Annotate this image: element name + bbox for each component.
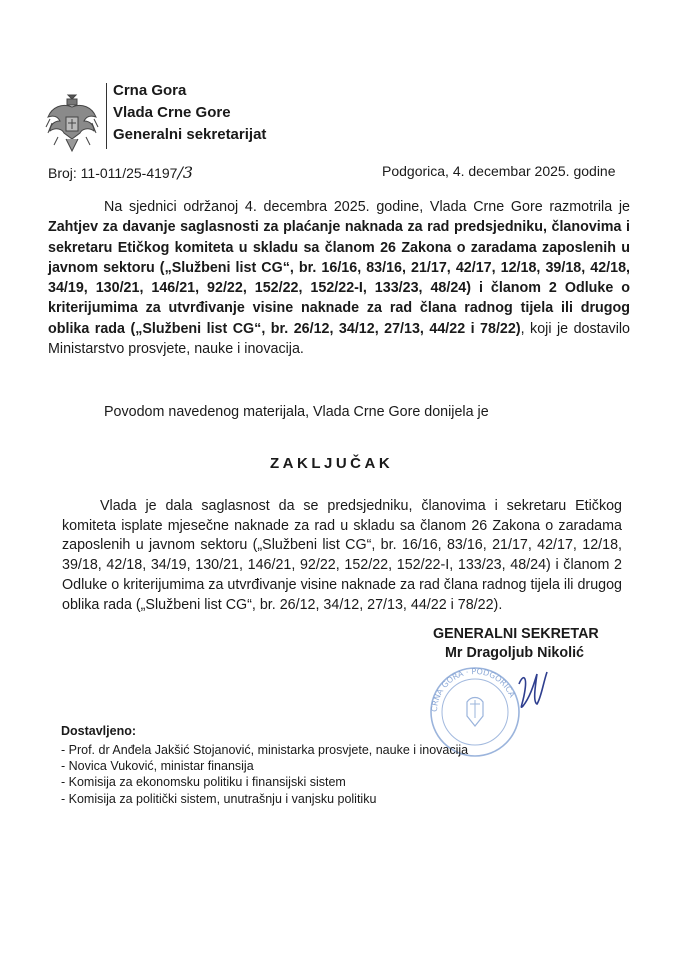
conclusion-heading: ZAKLJUČAK — [270, 455, 394, 472]
reference-number — [48, 163, 193, 182]
request-title: Zahtjev za davanje saglasnosti za plaćanje naknada za rad predsjedniku, članovima i sekretaru Etičkog komiteta u skladu sa članom 26 Zakona o zaradama zaposlenih u javnom sektoru („Službeni list CG“, br. 16/16, 83/16, 21/17, 42/17, 12/18, 39/18, 42/18, 34/19, 130/21, 146/21, 92/22, 152/22, 152/22-I, 133/23, 48/24) i članom 2 Odluke o kriterijumima za utvrđivanje visine naknade za rad člana radnog tijela ili drugog oblika rada („Službeni list CG“, br. 26/12, 34/12, 27/13, 44/22 i 78/22) — [48, 219, 630, 337]
place-date: Podgorica, 4. decembar 2025. godine — [382, 163, 616, 179]
issuer-header — [113, 80, 266, 146]
signature-scribble — [519, 672, 547, 707]
coat-of-arms-icon — [44, 93, 100, 155]
country-name: Crna Gora — [113, 82, 187, 99]
list-item: - Komisija za politički sistem, unutrašnju i vanjsku politiku — [61, 791, 377, 806]
government-name: Vlada Crne Gore — [113, 104, 231, 121]
secretariat-name: Generalni sekretarijat — [113, 126, 267, 143]
paragraph-intro — [48, 197, 630, 359]
conclusion-text: Vlada je dala saglasnost da se predsjedniku, članovima i sekretaru Etičkog komiteta isplate mjesečne naknade za rad u skladu sa članom 26 Zakona o zaradama zaposlenih u javnom sektoru („Službeni list CG“, br. 16/16, 83/16, 21/17, 42/17, 12/18, 39/18, 42/18, 34/19, 130/21, 146/21, 92/22, 152/22, 152/22-I, 133/23, 48/24) i članom 2 Odluke o kriterijumima za utvrđivanje visine naknade za rad člana radnog tijela ili drugog oblika rada („Službeni list CG“, br. 26/12, 34/12, 27/13, 44/22 i 78/22). — [62, 498, 622, 613]
paragraph-decision: Povodom navedenog materijala, Vlada Crne Gore donijela je — [104, 404, 489, 420]
paragraph-conclusion — [62, 497, 622, 615]
header-divider — [106, 83, 107, 149]
distribution-list — [61, 742, 468, 807]
distribution-heading: Dostavljeno: — [61, 724, 137, 738]
signatory-title: GENERALNI SEKRETAR — [433, 626, 599, 642]
list-item: - Komisija za ekonomsku politiku i finansijski sistem — [61, 775, 346, 790]
list-item: - Prof. dr Anđela Jakšić Stojanović, ministarka prosvjete, nauke i inovacija — [61, 743, 469, 757]
reference-number-text: Broj: 11-011/25-4197 — [48, 165, 178, 181]
intro-tail: , koji je dostavilo Ministarstvo prosvjete, nauke i inovacija. — [48, 320, 630, 358]
intro-text: Na sjednici održanoj 4. decembra 2025. godine, Vlada Crne Gore razmotrila je — [104, 199, 630, 215]
handwritten-suffix: /3 — [177, 163, 194, 182]
signatory-name: Mr Dragoljub Nikolić — [445, 645, 585, 661]
list-item: - Novica Vuković, ministar finansija — [61, 759, 254, 774]
stamp-text: CRNA GORA · PODGORICA — [429, 666, 517, 713]
